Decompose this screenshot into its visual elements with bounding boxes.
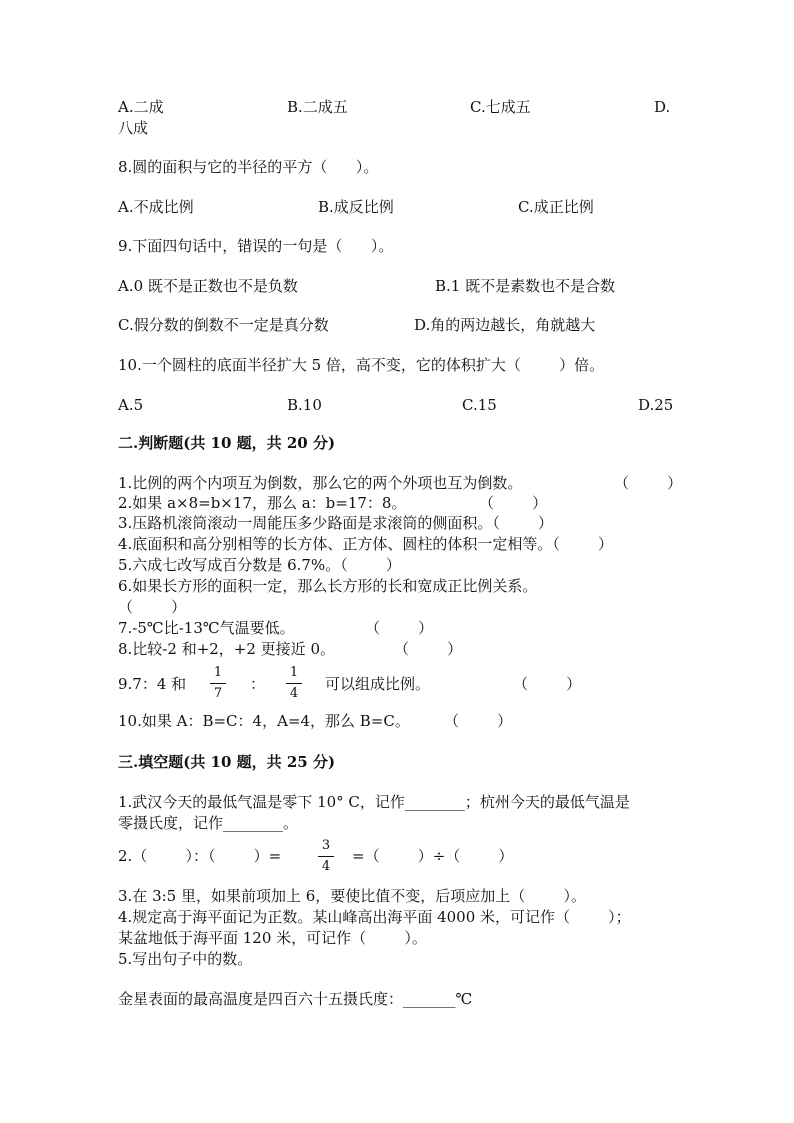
judge-9-colon: ： [250, 675, 266, 693]
q9-option-d: D.角的两边越长，角就越大 [414, 316, 596, 334]
fill-q5: 5.写出句子中的数。 [118, 950, 253, 968]
q10-option-d: D.25 [638, 396, 674, 414]
q9-stem: 9.下面四句话中，错误的一句是（ ）。 [118, 237, 394, 255]
judge-9-fraction-2 [286, 666, 302, 701]
q7-option-a: A.二成 [118, 98, 164, 116]
q8-option-c: C.成正比例 [518, 198, 594, 216]
q10-option-c: C.15 [462, 396, 497, 414]
fraction-denominator: 4 [289, 686, 299, 701]
fraction-bar [318, 856, 334, 857]
q8-option-a: A.不成比例 [118, 198, 194, 216]
judge-1-blank: （ ） [614, 474, 683, 492]
section-2-title: 二.判断题(共 10 题，共 20 分) [118, 434, 336, 452]
judge-item-6: 6.如果长方形的面积一定，那么长方形的长和宽成正比例关系。 [118, 577, 538, 595]
fraction-numerator: 1 [213, 665, 223, 680]
judge-item-8: 8.比较-2 和+2，+2 更接近 0。 [118, 640, 335, 658]
q9-option-a: A.0 既不是正数也不是负数 [118, 277, 298, 295]
fraction-bar [210, 683, 226, 684]
fill-q4-line1: 4.规定高于海平面记为正数。某山峰高出海平面 4000 米，可记作（ ）； [118, 908, 631, 926]
fill-q2-fraction [318, 839, 334, 874]
judge-7-blank: （ ） [365, 619, 434, 637]
judge-item-6-blank: （ ） [118, 598, 187, 616]
judge-9-suffix: 可以组成比例。 [325, 675, 431, 693]
judge-item-3: 3.压路机滚筒滚动一周能压多少路面是求滚筒的侧面积。（ ） [118, 514, 553, 532]
q9-option-c: C.假分数的倒数不一定是真分数 [118, 316, 329, 334]
fraction-numerator: 1 [289, 665, 299, 680]
section-3-title: 三.填空题(共 10 题，共 25 分) [118, 753, 336, 771]
fraction-bar [286, 683, 302, 684]
q7-option-b: B.二成五 [287, 98, 348, 116]
judge-item-2: 2.如果 a×8=b×17，那么 a：b=17：8。 [118, 494, 407, 512]
q10-option-a: A.5 [118, 396, 144, 414]
q7-option-c: C.七成五 [470, 98, 531, 116]
q7-option-d-prefix: D. [654, 98, 671, 116]
q7-option-d-rest: 八成 [118, 119, 149, 137]
q10-option-b: B.10 [287, 396, 322, 414]
fill-q1-line2: 零摄氏度，记作________。 [118, 814, 299, 832]
judge-item-5: 5.六成七改写成百分数是 6.7%。（ ） [118, 556, 401, 574]
judge-10-blank: （ ） [444, 712, 513, 730]
judge-8-blank: （ ） [394, 640, 463, 658]
fraction-numerator: 3 [321, 838, 331, 853]
fill-q5-sentence: 金星表面的最高温度是四百六十五摄氏度：_______℃ [118, 990, 473, 1008]
q9-option-b: B.1 既不是素数也不是合数 [435, 277, 616, 295]
judge-2-blank: （ ） [479, 494, 548, 512]
fill-q1-line1: 1.武汉今天的最低气温是零下 10° C，记作________；杭州今天的最低气温是 [118, 793, 630, 811]
judge-item-7: 7.-5℃比-13℃气温要低。 [118, 619, 295, 637]
judge-9-blank: （ ） [513, 675, 582, 693]
fill-q2-left: 2.（ ）：（ ）= [118, 847, 282, 865]
q8-option-b: B.成反比例 [318, 198, 394, 216]
fraction-denominator: 4 [321, 859, 331, 874]
q10-stem: 10.一个圆柱的底面半径扩大 5 倍，高不变，它的体积扩大（ ）倍。 [118, 356, 605, 374]
fill-q4-line2: 某盆地低于海平面 120 米，可记作（ ）。 [118, 929, 427, 947]
judge-9-prefix: 9.7：4 和 [118, 675, 187, 693]
q8-stem: 8.圆的面积与它的半径的平方（ ）。 [118, 158, 379, 176]
judge-9-fraction-1 [210, 666, 226, 701]
fill-q3: 3.在 3:5 里，如果前项加上 6，要使比值不变，后项应加上（ ）。 [118, 887, 586, 905]
fill-q2-right: =（ ）÷（ ） [352, 847, 514, 865]
judge-item-1: 1.比例的两个内项互为倒数，那么它的两个外项也互为倒数。 [118, 474, 523, 492]
judge-item-4: 4.底面积和高分别相等的长方体、正方体、圆柱的体积一定相等。（ ） [118, 535, 613, 553]
judge-item-10: 10.如果 A：B=C：4，A=4，那么 B=C。 [118, 712, 410, 730]
fraction-denominator: 7 [213, 686, 223, 701]
